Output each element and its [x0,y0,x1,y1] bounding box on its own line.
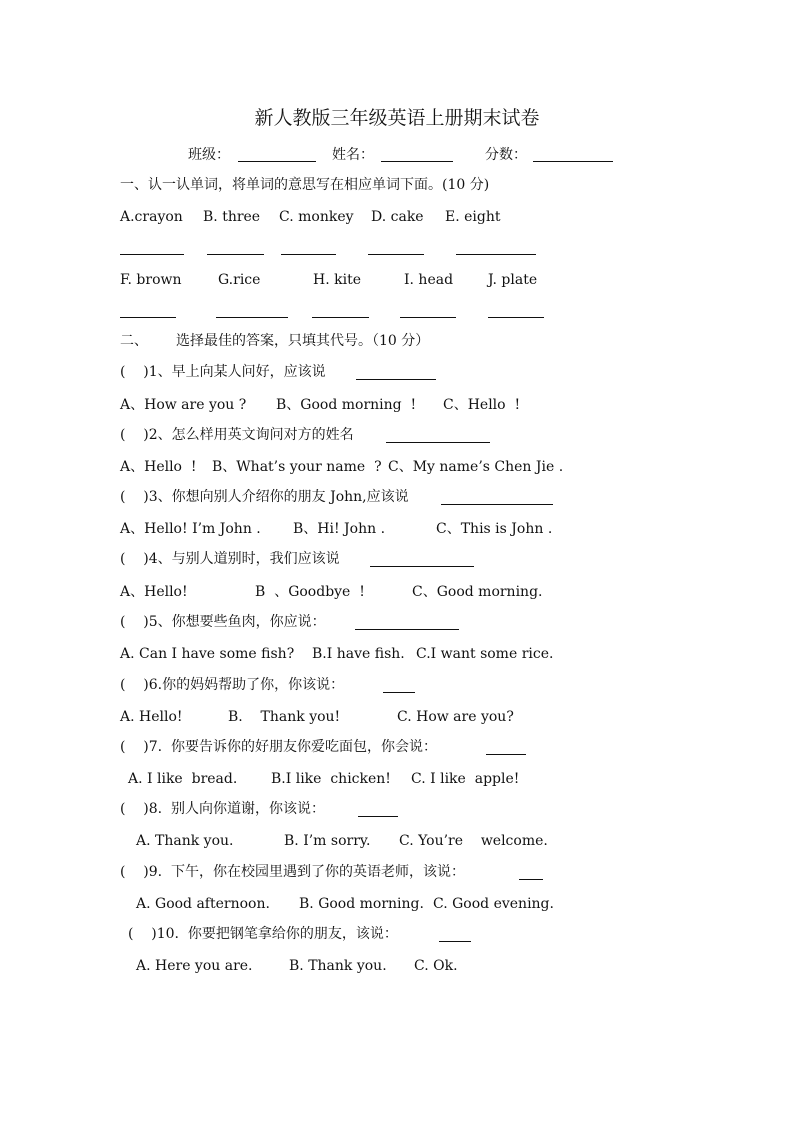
answer-blank[interactable] [386,442,490,443]
word-option: D. cake [371,209,424,225]
answer-blank[interactable] [356,379,436,380]
question-text: ( )8. 别人向你道谢，你该说： [120,801,325,817]
section2-heading: 选择最佳的答案，只填其代号。（10 分） [176,333,430,349]
answer-blank[interactable] [281,254,336,255]
section2-number: 二、 [120,333,148,349]
option-b: B.I like chicken! [271,771,391,787]
question-text: ( )5、你想要些鱼肉，你应说： [120,614,326,630]
option-a: A. Here you are. [136,958,253,974]
word-option: G.rice [218,272,261,288]
option-c: C. Good evening. [433,896,554,912]
word-option: J. plate [488,272,538,288]
answer-blank[interactable] [120,254,184,255]
class-blank[interactable] [238,161,316,162]
class-label: 班级： [188,147,230,163]
option-a: A、Hello! [120,584,188,600]
option-a: A. Thank you. [136,833,234,849]
answer-blank[interactable] [370,566,474,567]
option-c: C. How are you? [397,709,514,725]
word-option: H. kite [313,272,361,288]
question-text: ( )2、怎么样用英文询问对方的姓名 [120,427,354,443]
score-label: 分数： [485,147,527,163]
option-a: A. I like bread. [128,771,238,787]
option-a: A. Good afternoon. [136,896,270,912]
option-b: B 、Goodbye ! [255,584,365,600]
word-option: F. brown [120,272,182,288]
answer-blank[interactable] [400,317,456,318]
answer-blank[interactable] [486,754,526,755]
question-text: ( )10. 你要把钢笔拿给你的朋友，该说： [128,926,398,942]
score-blank[interactable] [533,161,613,162]
answer-blank[interactable] [368,254,424,255]
answer-blank[interactable] [355,629,459,630]
option-a: A、How are you ? [120,397,247,413]
answer-blank[interactable] [312,317,369,318]
option-c: C、Hello ! [443,397,521,413]
option-b: B. I’m sorry. [284,833,371,849]
word-option: A.crayon [120,209,183,225]
option-a: A. Can I have some fish? [120,646,295,662]
option-b: B、What’s your name ? [212,459,382,475]
option-a: A. Hello! [120,709,183,725]
option-b: B. Thank you. [289,958,387,974]
option-b: B. Thank you! [228,709,341,725]
word-option: C. monkey [279,209,354,225]
option-b: B. Good morning. [299,896,424,912]
question-text: ( )9. 下午，你在校园里遇到了你的英语老师，该说： [120,864,465,880]
option-b: B、Good morning ! [276,397,417,413]
question-text: ( )6.你的妈妈帮助了你，你该说： [120,677,345,693]
answer-blank[interactable] [383,692,415,693]
option-b: B、Hi! John . [293,521,386,537]
answer-blank[interactable] [120,317,176,318]
answer-blank[interactable] [488,317,544,318]
option-c: C.I want some rice. [416,646,554,662]
page-title: 新人教版三年级英语上册期末试卷 [254,107,540,129]
question-text: ( )7. 你要告诉你的好朋友你爱吃面包，你会说： [120,739,437,755]
section1-heading: 一、认一认单词，将单词的意思写在相应单词下面。(10 分) [120,177,490,193]
option-c: C. Ok. [414,958,458,974]
option-b: B.I have fish. [312,646,405,662]
question-text: ( )3、你想向别人介绍你的朋友 John,应该说 [120,489,409,505]
option-a: A、Hello! I’m John . [120,521,261,537]
answer-blank[interactable] [441,504,553,505]
answer-blank[interactable] [519,879,543,880]
name-blank[interactable] [381,161,453,162]
answer-blank[interactable] [216,317,288,318]
word-option: E. eight [445,209,501,225]
word-option: I. head [404,272,454,288]
word-option: B. three [203,209,261,225]
question-text: ( )1、早上向某人问好，应该说 [120,364,326,380]
option-c: C、Good morning. [412,584,543,600]
answer-blank[interactable] [456,254,536,255]
name-label: 姓名： [332,147,374,163]
option-c: C. I like apple! [411,771,520,787]
option-a: A、Hello ! [120,459,197,475]
answer-blank[interactable] [207,254,264,255]
option-c: C、This is John . [436,521,553,537]
answer-blank[interactable] [358,816,398,817]
answer-blank[interactable] [439,941,471,942]
option-c: C、My name’s Chen Jie . [388,459,564,475]
option-c: C. You’re welcome. [399,833,548,849]
question-text: ( )4、与别人道别时，我们应该说 [120,551,340,567]
